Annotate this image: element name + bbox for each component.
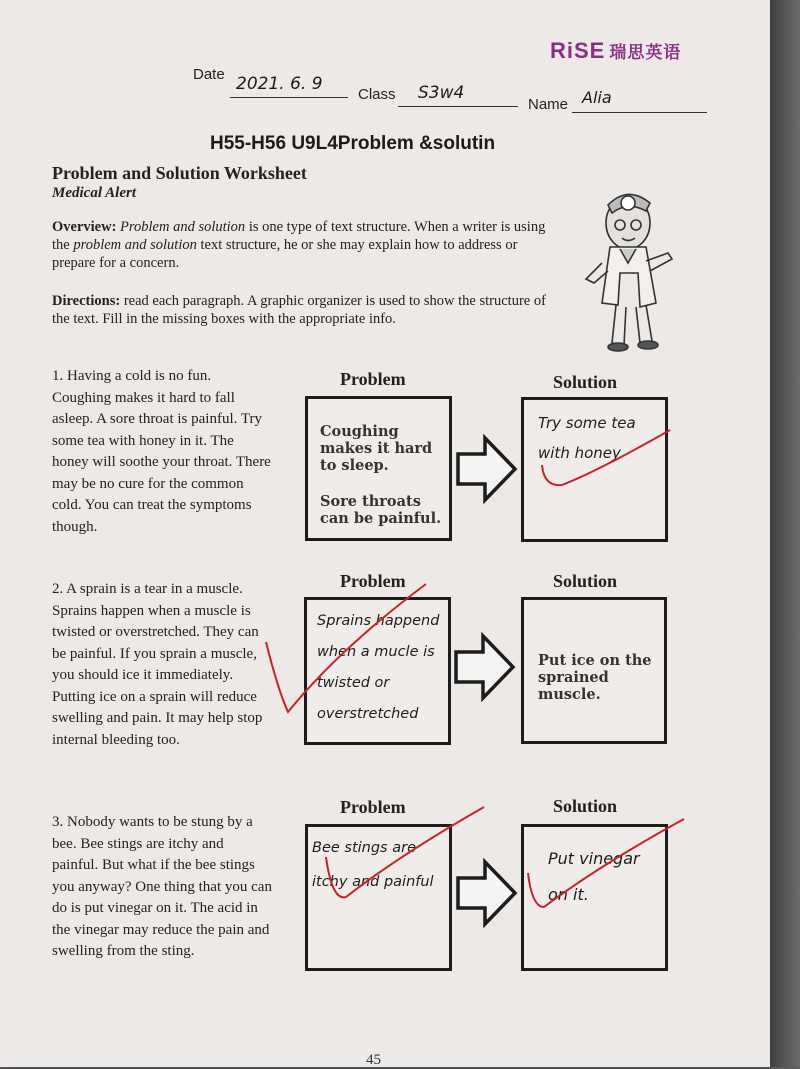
solution-2-printed: Put ice on the sprained muscle. xyxy=(538,652,652,703)
date-label: Date xyxy=(193,66,225,83)
story-2: 2. A sprain is a tear in a muscle. Sprains happen when a muscle is twisted or overstretched. They can be painful. If you sprain a muscle, you should ice it immediately. Putting ice on a sprain will reduce swelling and pain. It may help stop internal bleeding too. xyxy=(52,581,263,748)
page-title: H55-H56 U9L4Problem &solutin xyxy=(210,133,496,154)
solution-box-2 xyxy=(521,597,667,744)
problem-3-handwritten: Bee stings are itchy and painful xyxy=(312,840,434,890)
background-edge xyxy=(770,0,800,1067)
story-3: 3. Nobody wants to be stung by a bee. Bee stings are itchy and painful. But what if the bee stings you anyway? One thing that you can do is put vinegar on it. The acid in the vinegar may reduce the pain and swelling from the sting. xyxy=(52,814,272,959)
brand-cn: 瑞思英语 xyxy=(609,43,682,62)
name-value: Alia xyxy=(582,88,612,107)
class-underline xyxy=(398,106,518,107)
doctor-cartoon-illustration xyxy=(580,183,685,358)
overview-paragraph xyxy=(52,218,547,272)
directions-text: read each paragraph. A graphic organizer is used to show the structure of the text. Fill in the missing boxes with the appropriate info. xyxy=(52,293,546,327)
arrow-right-icon xyxy=(455,434,519,504)
problem-1-printed-a: Coughing makes it hard to sleep. xyxy=(320,423,433,474)
solution-1-handwritten: Try some tea with honey xyxy=(538,414,636,462)
directions-label: Directions: xyxy=(52,293,121,309)
date-underline xyxy=(230,97,348,98)
directions-paragraph xyxy=(52,292,547,328)
class-value: S3w4 xyxy=(418,83,465,103)
solution-box-1 xyxy=(521,397,668,542)
problem-heading-2: Problem xyxy=(340,571,406,591)
name-underline xyxy=(572,112,707,113)
overview-term-2: problem and solution xyxy=(73,237,197,253)
problem-box-2 xyxy=(304,597,451,745)
worksheet-title: Problem and Solution Worksheet xyxy=(52,163,307,183)
overview-label: Overview: xyxy=(52,219,117,235)
name-label: Name xyxy=(528,96,569,113)
brand-latin: RiSE xyxy=(550,38,606,63)
problem-heading-1: Problem xyxy=(340,369,406,389)
overview-text-4: text structure, he or she may explain how to address or prepare for a concern. xyxy=(52,237,518,271)
solution-heading-1: Solution xyxy=(553,372,618,392)
problem-box-3 xyxy=(305,824,452,971)
problem-2-handwritten: Sprains happend when a mucle is twisted or overstretched xyxy=(317,613,440,722)
problem-box-1 xyxy=(305,396,452,541)
brand-logo xyxy=(550,38,681,64)
story-1: 1. Having a cold is no fun. Coughing makes it hard to fall asleep. A sore throat is painful. Try some tea with honey in it. The honey will soothe your throat. There may be no cure for the common cold. You can treat the symptoms though. xyxy=(52,368,271,535)
problem-1-printed-b: Sore throats can be painful. xyxy=(320,493,442,527)
worksheet-subtitle: Medical Alert xyxy=(52,185,137,201)
solution-heading-3: Solution xyxy=(553,796,618,816)
solution-3-handwritten: Put vinegar on it. xyxy=(548,849,640,904)
class-label: Class xyxy=(358,86,396,103)
page-number: 45 xyxy=(366,1052,381,1068)
overview-text-2: is one type of text structure. When a writer is using the xyxy=(52,219,546,253)
solution-box-3 xyxy=(521,824,668,971)
solution-heading-2: Solution xyxy=(553,571,618,591)
date-value: 2021. 6. 9 xyxy=(236,74,323,94)
problem-heading-3: Problem xyxy=(340,797,406,817)
arrow-right-icon xyxy=(455,858,519,928)
arrow-right-icon xyxy=(453,632,517,702)
overview-term-1: Problem and solution xyxy=(120,219,246,235)
